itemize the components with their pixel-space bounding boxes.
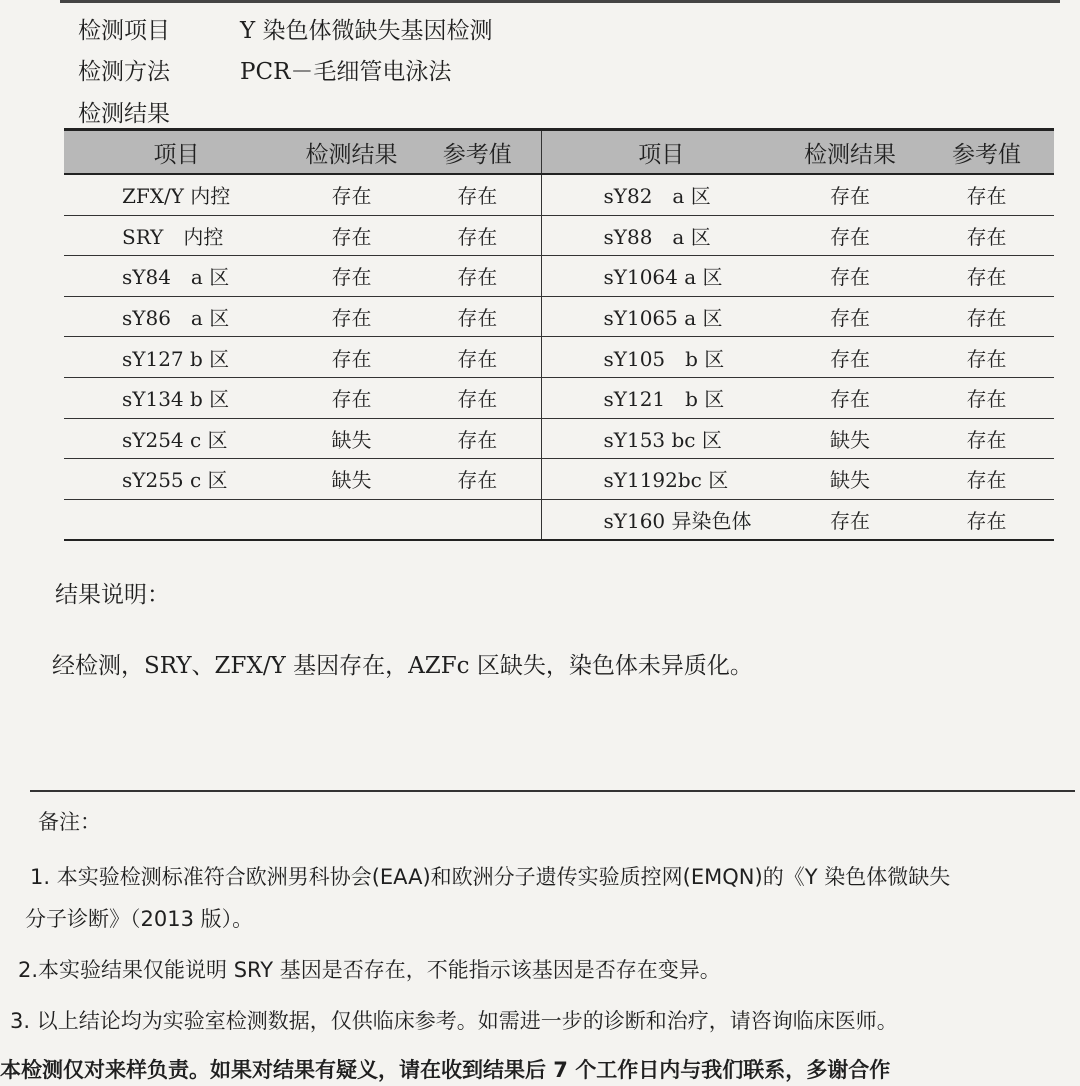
table-row bbox=[64, 418, 1054, 459]
table-header-row bbox=[64, 130, 1054, 175]
marker-result: 缺失 bbox=[289, 459, 414, 500]
marker-reference: 存在 bbox=[919, 499, 1054, 540]
header-reference: 参考值 bbox=[414, 130, 541, 175]
marker-result bbox=[289, 499, 414, 540]
table-row bbox=[64, 256, 1054, 297]
marker-reference: 存在 bbox=[919, 174, 1054, 215]
marker-name: sY1064 a 区 bbox=[541, 256, 781, 297]
table-row bbox=[64, 337, 1054, 378]
header-item: 项目 bbox=[64, 130, 289, 175]
header-item: 项目 bbox=[541, 130, 781, 175]
notes-title: 备注： bbox=[38, 810, 101, 834]
marker-name: sY1192bc 区 bbox=[541, 459, 781, 500]
marker-result: 存在 bbox=[781, 256, 919, 297]
marker-name: sY88 a 区 bbox=[541, 215, 781, 256]
test-method-value: PCR－毛细管电泳法 bbox=[240, 59, 452, 85]
section-divider bbox=[30, 790, 1075, 792]
marker-result: 存在 bbox=[781, 337, 919, 378]
results-table bbox=[64, 128, 1054, 541]
marker-reference: 存在 bbox=[414, 459, 541, 500]
test-item-row bbox=[78, 12, 493, 45]
marker-reference: 存在 bbox=[414, 256, 541, 297]
top-rule bbox=[60, 0, 1060, 3]
marker-name: sY254 c 区 bbox=[64, 418, 289, 459]
marker-result: 存在 bbox=[289, 337, 414, 378]
table-row bbox=[64, 296, 1054, 337]
marker-reference: 存在 bbox=[919, 296, 1054, 337]
marker-name: sY84 a 区 bbox=[64, 256, 289, 297]
marker-reference: 存在 bbox=[919, 337, 1054, 378]
marker-name: sY255 c 区 bbox=[64, 459, 289, 500]
test-method-label: 检测方法 bbox=[78, 59, 170, 85]
note-3: 3. 以上结论均为实验室检测数据，仅供临床参考。如需进一步的诊断和治疗，请咨询临床医师。 bbox=[10, 1009, 898, 1033]
marker-result: 存在 bbox=[289, 256, 414, 297]
note-1-line-1: 1. 本实验检测标准符合欧洲男科协会(EAA)和欧洲分子遗传实验质控网(EMQN)的《Y 染色体微缺失 bbox=[30, 865, 951, 889]
marker-reference: 存在 bbox=[414, 174, 541, 215]
marker-name: sY82 a 区 bbox=[541, 174, 781, 215]
explanation-title: 结果说明： bbox=[55, 582, 170, 608]
marker-name: sY121 b 区 bbox=[541, 377, 781, 418]
test-item-label: 检测项目 bbox=[78, 18, 170, 44]
table-row bbox=[64, 215, 1054, 256]
marker-name: SRY 内控 bbox=[64, 215, 289, 256]
test-result-label: 检测结果 bbox=[78, 101, 170, 127]
table-row bbox=[64, 459, 1054, 500]
table-row bbox=[64, 499, 1054, 540]
marker-reference: 存在 bbox=[414, 418, 541, 459]
disclaimer: 本检测仅对来样负责。如果对结果有疑义，请在收到结果后 7 个工作日内与我们联系，多谢合作 bbox=[0, 1058, 891, 1082]
header-reference: 参考值 bbox=[919, 130, 1054, 175]
test-method-row bbox=[78, 53, 451, 86]
marker-result: 缺失 bbox=[781, 418, 919, 459]
marker-result: 存在 bbox=[781, 296, 919, 337]
marker-reference: 存在 bbox=[919, 418, 1054, 459]
marker-result: 存在 bbox=[289, 215, 414, 256]
marker-reference: 存在 bbox=[919, 256, 1054, 297]
table-row bbox=[64, 174, 1054, 215]
marker-reference: 存在 bbox=[414, 215, 541, 256]
marker-result: 存在 bbox=[781, 499, 919, 540]
header-result: 检测结果 bbox=[781, 130, 919, 175]
header-result: 检测结果 bbox=[289, 130, 414, 175]
marker-result: 存在 bbox=[781, 377, 919, 418]
marker-reference: 存在 bbox=[414, 377, 541, 418]
marker-name: sY134 b 区 bbox=[64, 377, 289, 418]
marker-reference: 存在 bbox=[414, 296, 541, 337]
marker-name: sY153 bc 区 bbox=[541, 418, 781, 459]
marker-name: sY105 b 区 bbox=[541, 337, 781, 378]
marker-name: sY1065 a 区 bbox=[541, 296, 781, 337]
note-2: 2.本实验结果仅能说明 SRY 基因是否存在，不能指示该基因是否存在变异。 bbox=[18, 958, 721, 982]
marker-name: ZFX/Y 内控 bbox=[64, 174, 289, 215]
test-item-value: Y 染色体微缺失基因检测 bbox=[240, 18, 493, 44]
marker-name: sY86 a 区 bbox=[64, 296, 289, 337]
marker-result: 缺失 bbox=[781, 459, 919, 500]
explanation-text: 经检测，SRY、ZFX/Y 基因存在，AZFc 区缺失，染色体未异质化。 bbox=[52, 653, 753, 679]
marker-reference: 存在 bbox=[919, 215, 1054, 256]
note-1-line-2: 分子诊断》（2013 版）。 bbox=[25, 907, 254, 931]
marker-name: sY127 b 区 bbox=[64, 337, 289, 378]
marker-result: 存在 bbox=[781, 215, 919, 256]
marker-name bbox=[64, 499, 289, 540]
test-result-row bbox=[78, 95, 240, 128]
table-row bbox=[64, 377, 1054, 418]
marker-reference: 存在 bbox=[414, 337, 541, 378]
marker-name: sY160 异染色体 bbox=[541, 499, 781, 540]
marker-result: 存在 bbox=[289, 296, 414, 337]
marker-reference: 存在 bbox=[919, 377, 1054, 418]
marker-reference bbox=[414, 499, 541, 540]
marker-result: 缺失 bbox=[289, 418, 414, 459]
marker-result: 存在 bbox=[781, 174, 919, 215]
marker-result: 存在 bbox=[289, 174, 414, 215]
marker-reference: 存在 bbox=[919, 459, 1054, 500]
marker-result: 存在 bbox=[289, 377, 414, 418]
